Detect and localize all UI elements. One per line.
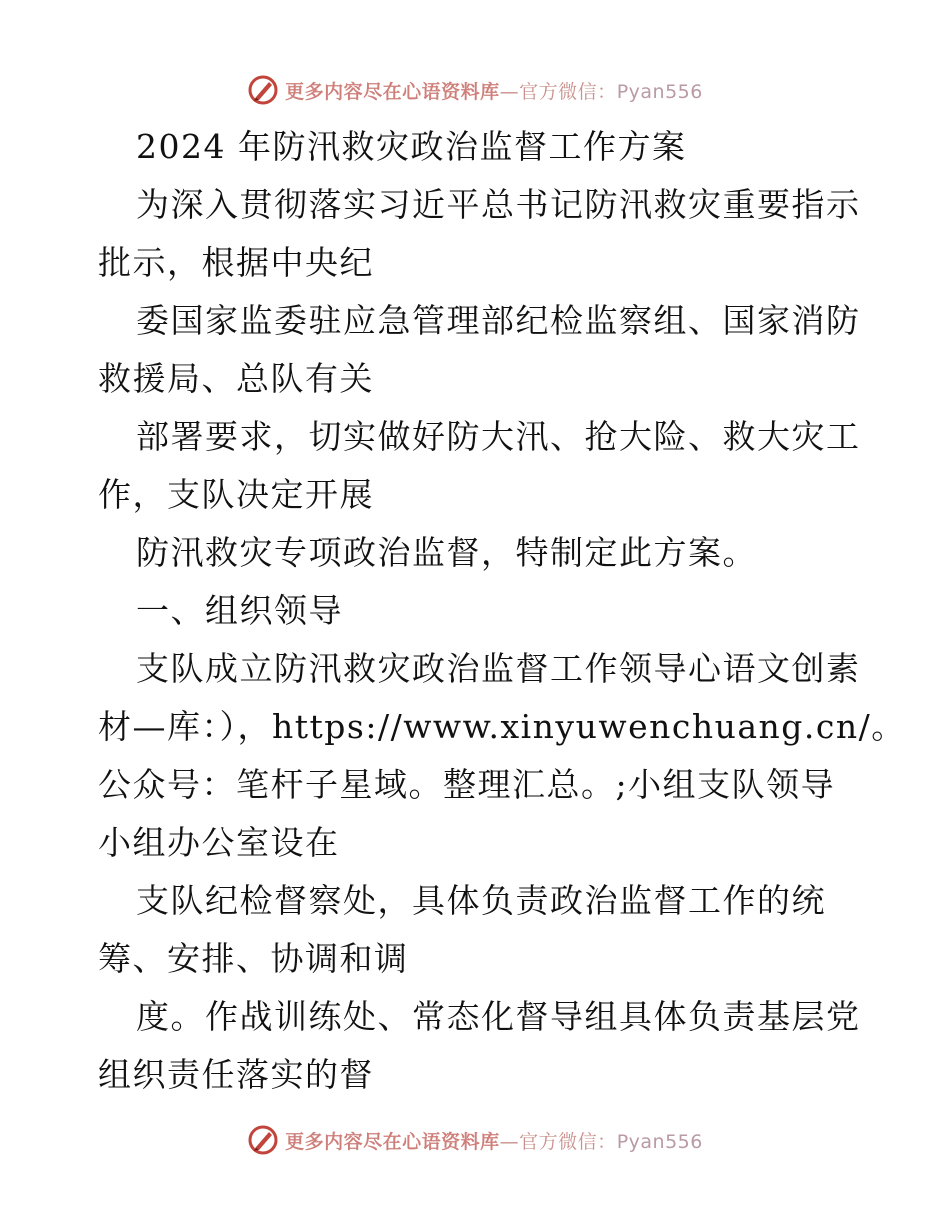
document-body [98,118,906,1104]
watermark-wechat-id: Pyan556 [616,1130,703,1153]
paragraph-line: 小组办公室设在 [98,823,340,862]
paragraph-line: 委国家监委驻应急管理部纪检监察组、国家消防 [136,301,861,340]
paragraph-line: 防汛救灾专项政治监督，特制定此方案。 [136,533,757,572]
watermark-site: 更多内容尽在心语资料库 [285,1130,500,1153]
pen-logo-icon [247,1124,279,1156]
pen-logo-icon [247,74,279,106]
paragraph-line: 公众号：笔杆子星域。整理汇总。;小组支队领导 [98,765,836,804]
watermark-wechat-id: Pyan556 [616,80,703,103]
paragraph-line: 救援局、总队有关 [98,359,374,398]
section-heading: 一、组织领导 [136,591,343,630]
watermark-wechat-label: —官方微信： [499,80,617,103]
paragraph-line: 筹、安排、协调和调 [98,939,409,978]
paragraph-line: 材—库：），https://www.xinyuwenchuang.cn/。 [98,707,906,746]
paragraph-line: 组织责任落实的督 [98,1055,374,1094]
document-title: 2024 年防汛救灾政治监督工作方案 [136,127,687,166]
footer-watermark [0,1120,950,1160]
paragraph-line: 度。作战训练处、常态化督导组具体负责基层党 [136,997,861,1036]
paragraph-line: 批示，根据中央纪 [98,243,374,282]
header-watermark [0,70,950,110]
paragraph-line: 部署要求，切实做好防大汛、抢大险、救大灾工 [136,417,861,456]
paragraph-line: 支队纪检督察处，具体负责政治监督工作的统 [136,881,826,920]
paragraph-line: 支队成立防汛救灾政治监督工作领导心语文创素 [136,649,861,688]
paragraph-line: 为深入贯彻落实习近平总书记防汛救灾重要指示 [136,185,861,224]
watermark-site: 更多内容尽在心语资料库 [285,80,500,103]
paragraph-line: 作，支队决定开展 [98,475,374,514]
watermark-wechat-label: —官方微信： [499,1130,617,1153]
watermark-text [285,77,703,104]
watermark-text [285,1127,703,1154]
